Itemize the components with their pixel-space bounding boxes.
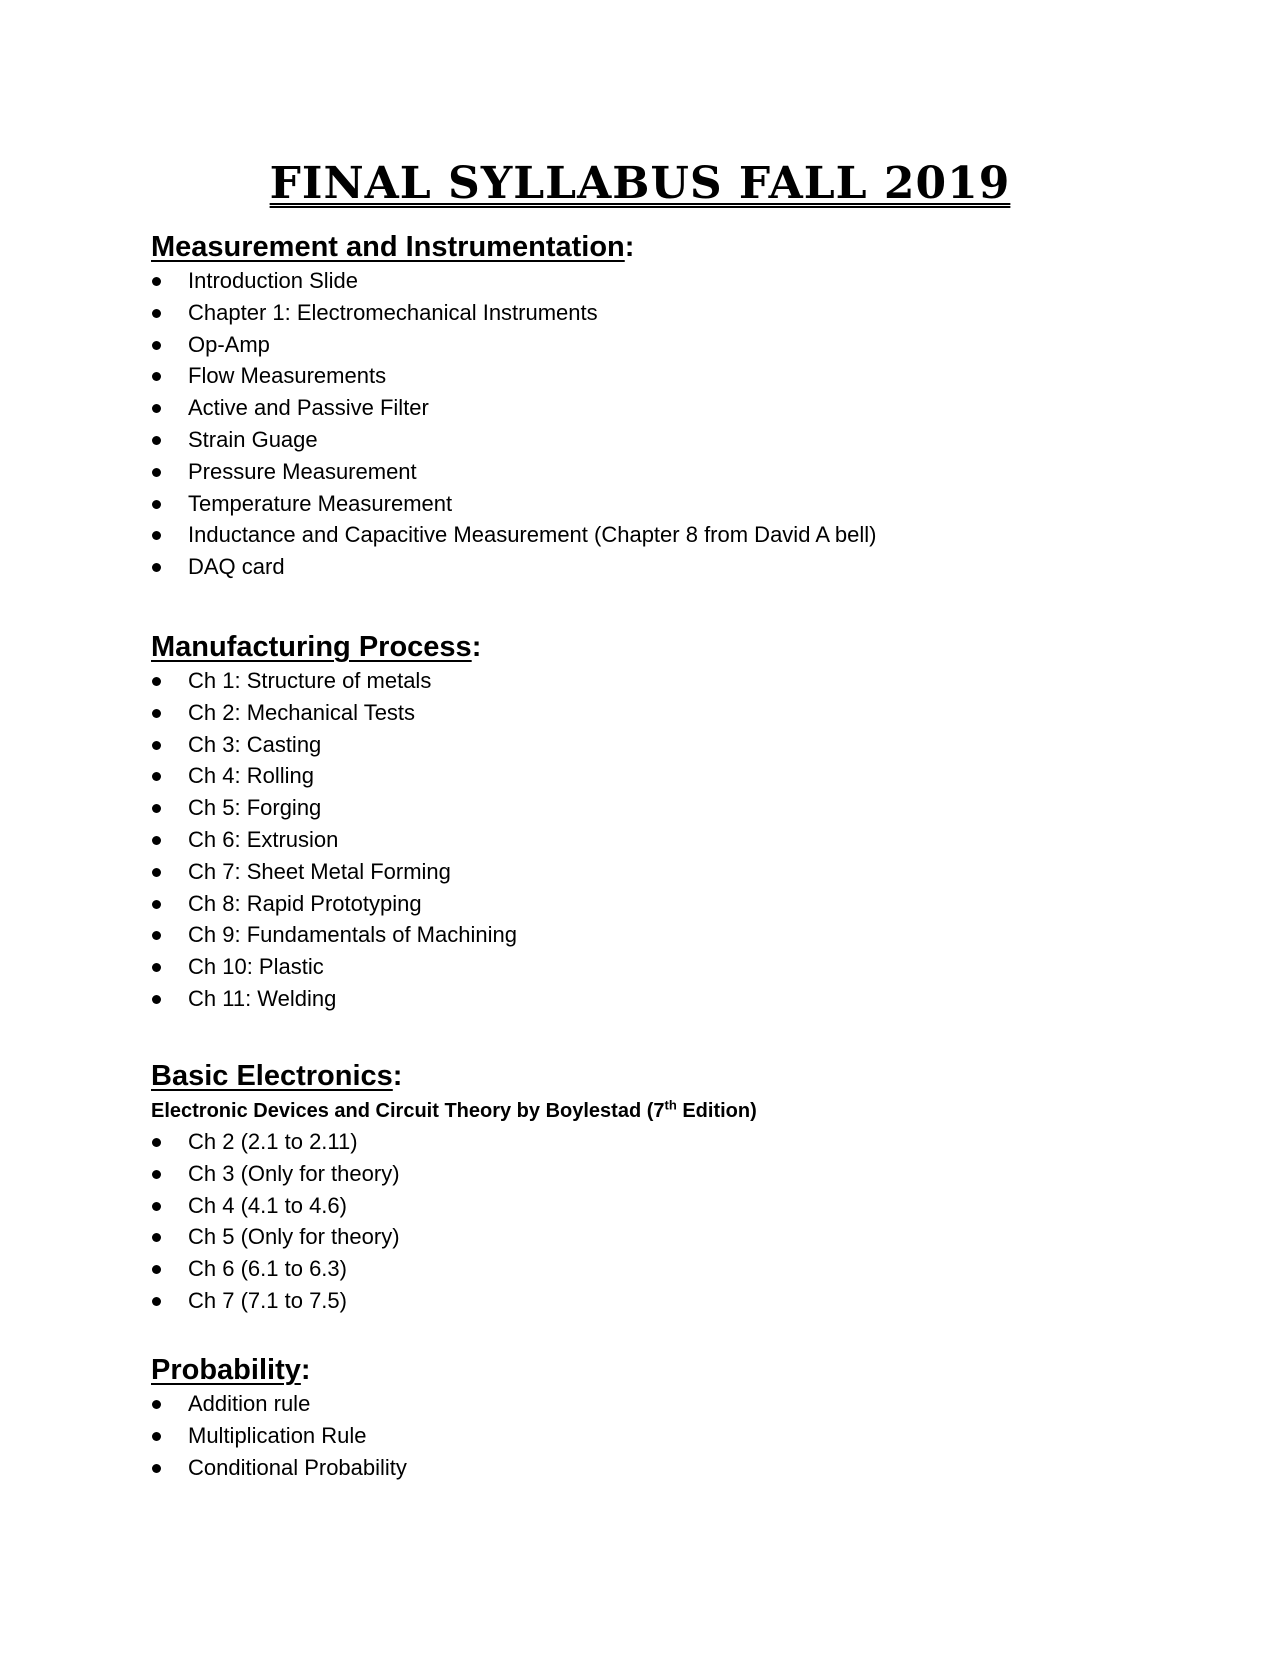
edition-superscript: th: [664, 1097, 677, 1113]
section-heading-text: Measurement and Instrumentation: [151, 231, 625, 263]
list-item: Flow Measurements: [151, 360, 1211, 392]
list-item: Ch 7: Sheet Metal Forming: [151, 856, 1211, 888]
list-item: Ch 3: Casting: [151, 729, 1211, 761]
list-item: Ch 9: Fundamentals of Machining: [151, 919, 1211, 951]
list-item: Ch 2: Mechanical Tests: [151, 697, 1211, 729]
list-item: Ch 4: Rolling: [151, 760, 1211, 792]
topic-list: [151, 1388, 1211, 1483]
list-item: Chapter 1: Electromechanical Instruments: [151, 297, 1211, 329]
list-item: Op-Amp: [151, 329, 1211, 361]
list-item: Ch 2 (2.1 to 2.11): [151, 1126, 1211, 1158]
topic-list: [151, 265, 1211, 583]
list-item: Ch 10: Plastic: [151, 951, 1211, 983]
topic-list: [151, 1126, 1211, 1317]
section-basic-electronics: [151, 1058, 1211, 1317]
list-item: Ch 6 (6.1 to 6.3): [151, 1253, 1211, 1285]
section-heading-colon: :: [624, 231, 635, 263]
list-item: Multiplication Rule: [151, 1420, 1211, 1452]
section-heading: [151, 629, 1211, 665]
topic-list: [151, 665, 1211, 1015]
section-heading-text: Manufacturing Process: [151, 631, 472, 663]
list-item: Ch 5 (Only for theory): [151, 1221, 1211, 1253]
section-heading: [151, 1058, 1211, 1094]
list-item: Ch 11: Welding: [151, 983, 1211, 1015]
section-manufacturing-process: [151, 629, 1211, 1015]
section-probability: [151, 1352, 1211, 1483]
section-heading: [151, 229, 1211, 265]
list-item: Ch 6: Extrusion: [151, 824, 1211, 856]
section-heading: [151, 1352, 1211, 1388]
list-item: Pressure Measurement: [151, 456, 1211, 488]
document-title-text: FINAL SYLLABUS FALL 2019: [269, 158, 1011, 209]
list-item: Addition rule: [151, 1388, 1211, 1420]
list-item: Temperature Measurement: [151, 488, 1211, 520]
textbook-reference: [151, 1096, 1211, 1126]
section-measurement-instrumentation: [151, 229, 1211, 583]
list-item: Ch 1: Structure of metals: [151, 665, 1211, 697]
list-item: Ch 4 (4.1 to 4.6): [151, 1190, 1211, 1222]
list-item: Introduction Slide: [151, 265, 1211, 297]
section-heading-text: Basic Electronics: [151, 1060, 393, 1092]
section-heading-colon: :: [392, 1060, 403, 1092]
document-title: [0, 158, 1280, 210]
list-item: Conditional Probability: [151, 1452, 1211, 1484]
list-item: DAQ card: [151, 551, 1211, 583]
list-item: Active and Passive Filter: [151, 392, 1211, 424]
list-item: Ch 3 (Only for theory): [151, 1158, 1211, 1190]
section-heading-text: Probability: [151, 1354, 301, 1386]
list-item: Ch 8: Rapid Prototyping: [151, 888, 1211, 920]
section-heading-colon: :: [471, 631, 482, 663]
textbook-reference-suffix: Edition): [676, 1100, 757, 1122]
section-heading-colon: :: [300, 1354, 311, 1386]
list-item: Inductance and Capacitive Measurement (Chapter 8 from David A bell): [151, 519, 1211, 551]
list-item: Strain Guage: [151, 424, 1211, 456]
list-item: Ch 5: Forging: [151, 792, 1211, 824]
list-item: Ch 7 (7.1 to 7.5): [151, 1285, 1211, 1317]
textbook-reference-text: Electronic Devices and Circuit Theory by Boylestad (7: [151, 1100, 665, 1122]
